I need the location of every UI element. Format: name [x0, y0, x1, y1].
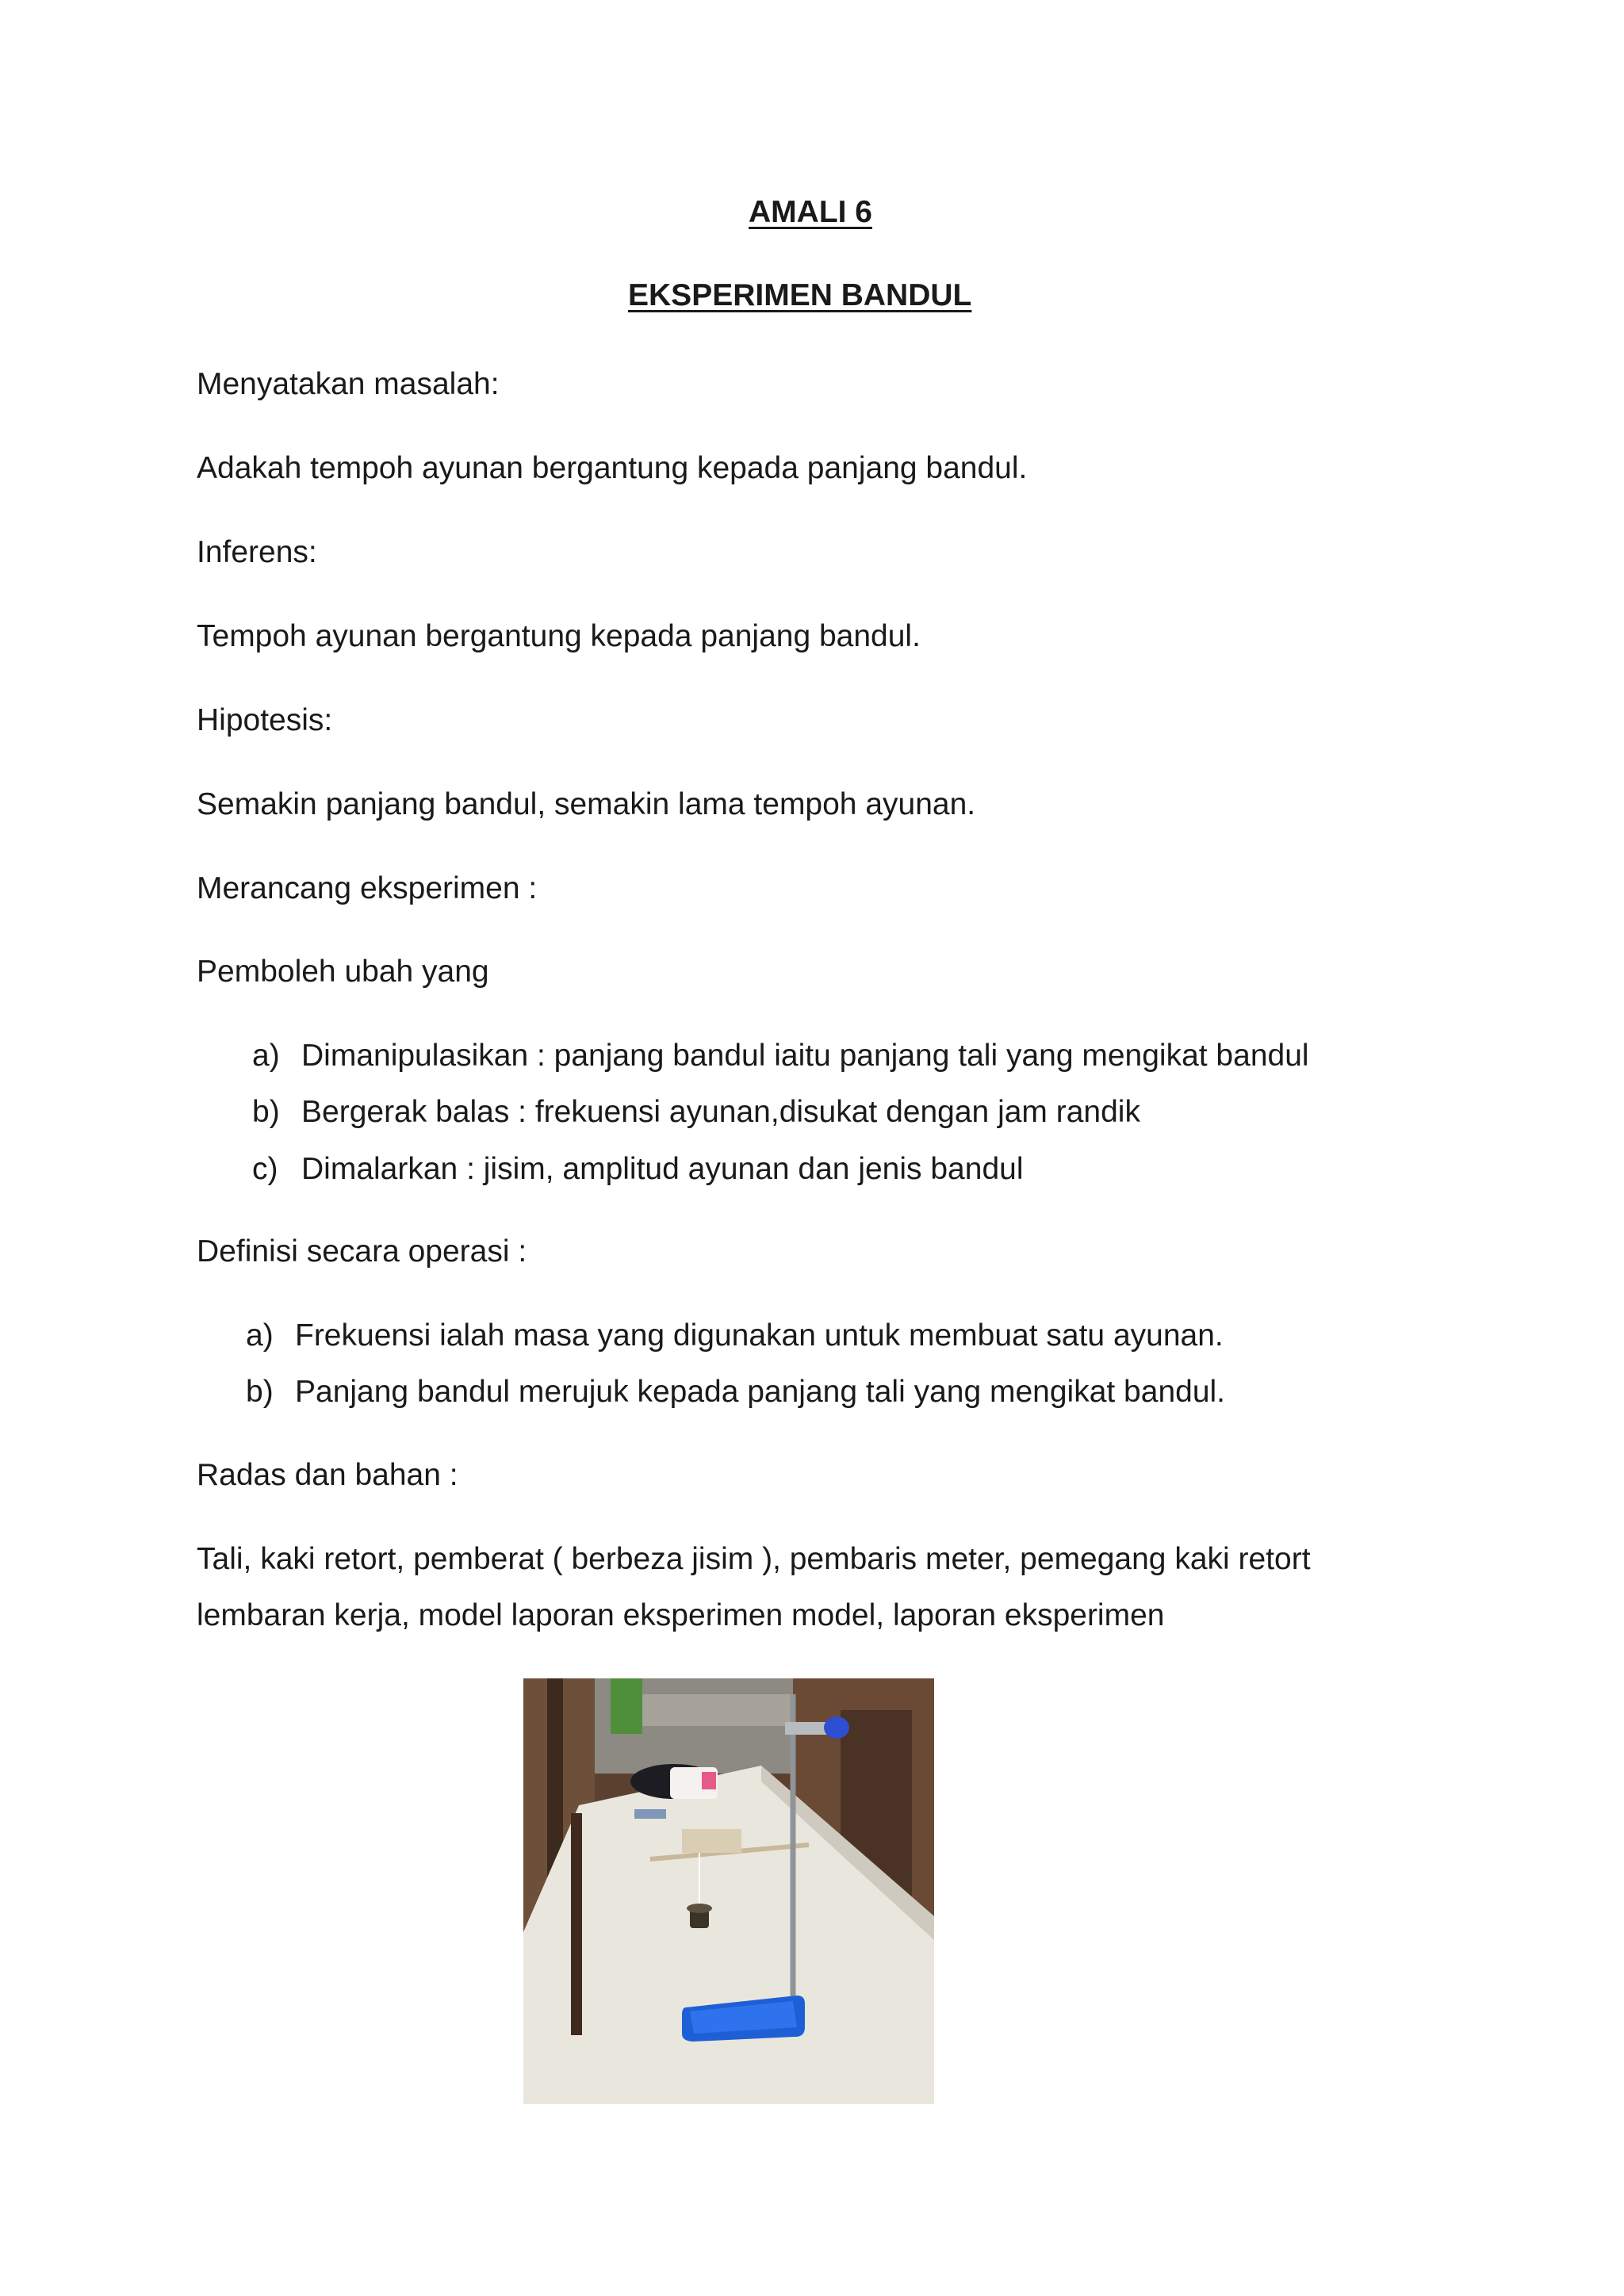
- radas-line-1: Tali, kaki retort, pemberat ( berbeza jisim ), pembaris meter, pemegang kaki retort: [197, 1542, 1311, 1576]
- list-item-marker: a): [252, 1039, 280, 1073]
- list-item: Dimalarkan : jisim, amplitud ayunan dan jenis bandul: [301, 1152, 1024, 1186]
- list-item: Bergerak balas : frekuensi ayunan,disukat dengan jam randik: [301, 1095, 1140, 1129]
- radas-label: Radas dan bahan :: [197, 1458, 458, 1492]
- list-item-marker: c): [252, 1152, 278, 1186]
- page-title: AMALI 6: [749, 195, 872, 229]
- masalah-text: Adakah tempoh ayunan bergantung kepada panjang bandul.: [197, 451, 1028, 485]
- radas-line-2: lembaran kerja, model laporan eksperimen model, laporan eksperimen: [197, 1598, 1165, 1632]
- list-item-marker: a): [246, 1318, 274, 1353]
- pendulum-apparatus-photo: [523, 1678, 934, 2104]
- hipotesis-label: Hipotesis:: [197, 703, 333, 737]
- hipotesis-text: Semakin panjang bandul, semakin lama tempoh ayunan.: [197, 787, 976, 821]
- list-item: Dimanipulasikan : panjang bandul iaitu panjang tali yang mengikat bandul: [301, 1039, 1309, 1073]
- inferens-label: Inferens:: [197, 535, 317, 569]
- list-item: Frekuensi ialah masa yang digunakan untuk membuat satu ayunan.: [295, 1318, 1224, 1353]
- definisi-label: Definisi secara operasi :: [197, 1234, 527, 1269]
- list-item-marker: b): [252, 1095, 280, 1129]
- page-subtitle: EKSPERIMEN BANDUL: [628, 278, 972, 312]
- masalah-label: Menyatakan masalah:: [197, 367, 500, 401]
- merancang-label: Merancang eksperimen :: [197, 871, 538, 905]
- list-item: Panjang bandul merujuk kepada panjang tali yang mengikat bandul.: [295, 1375, 1226, 1409]
- list-item-marker: b): [246, 1375, 274, 1409]
- pemboleh-label: Pemboleh ubah yang: [197, 955, 489, 989]
- inferens-text: Tempoh ayunan bergantung kepada panjang bandul.: [197, 619, 921, 653]
